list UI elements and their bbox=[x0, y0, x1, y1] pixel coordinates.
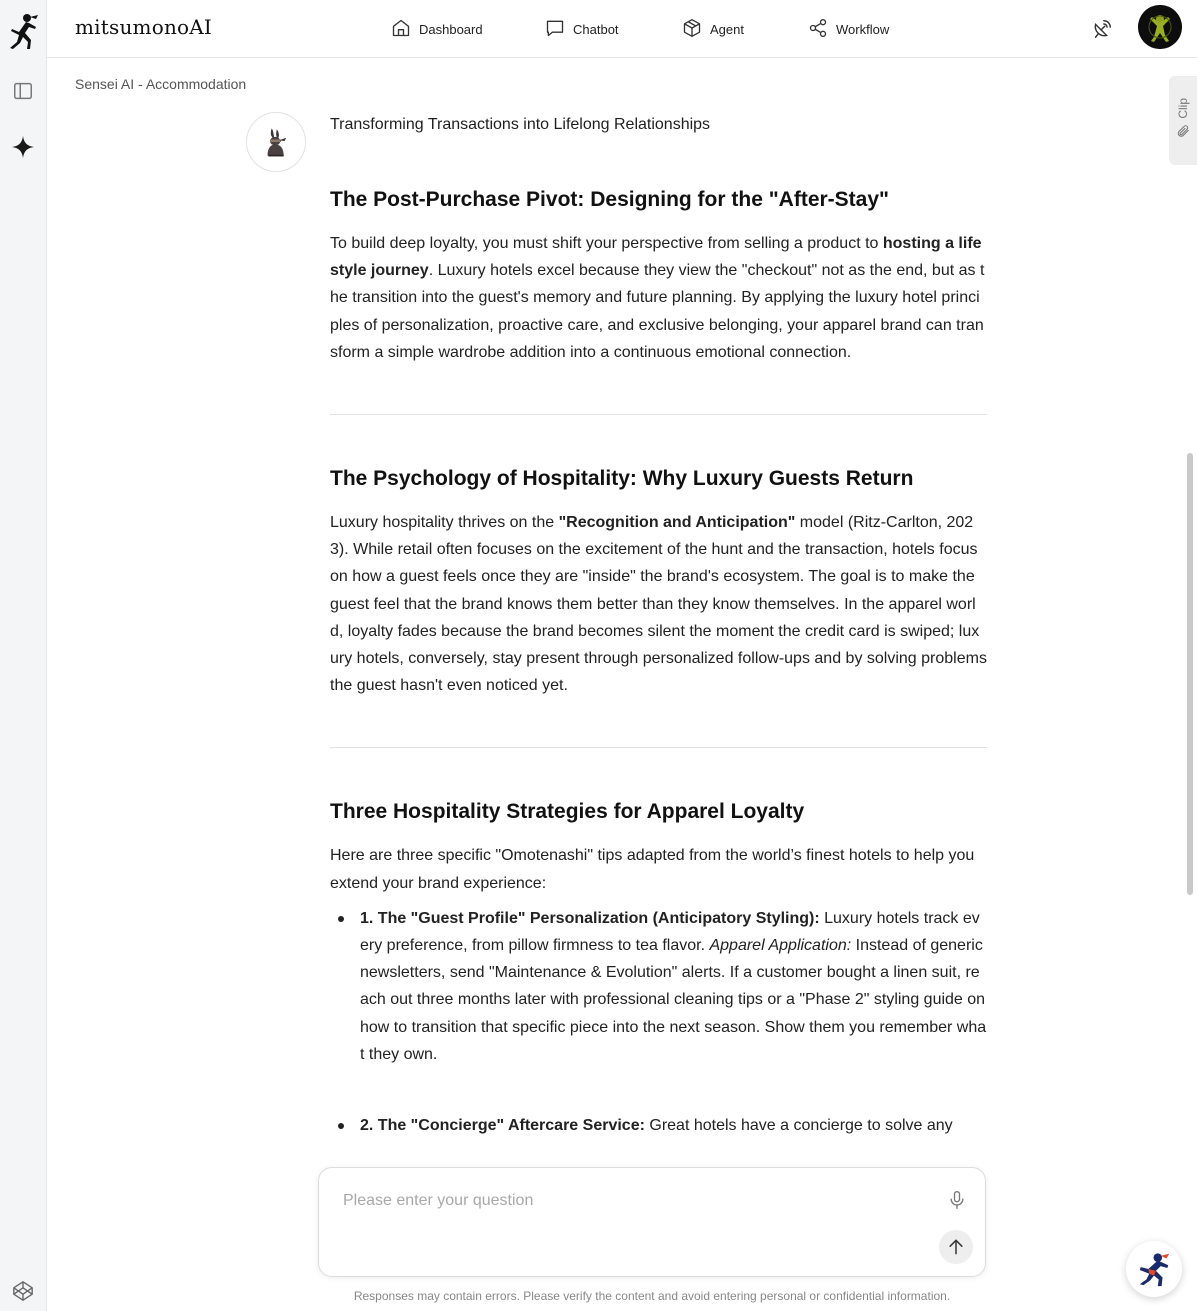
bot-avatar bbox=[246, 112, 306, 172]
ninja-mascot-icon bbox=[1135, 1250, 1173, 1288]
user-avatar[interactable] bbox=[1138, 5, 1182, 49]
section-paragraph bbox=[330, 509, 987, 699]
nav-label: Dashboard bbox=[419, 21, 483, 37]
scrollbar-thumb[interactable] bbox=[1187, 453, 1193, 895]
nav-dashboard[interactable] bbox=[391, 0, 483, 58]
divider bbox=[330, 414, 987, 415]
left-rail bbox=[0, 0, 47, 1311]
paragraph-text: To build deep loyalty, you must shift your perspective from selling a product to bbox=[330, 235, 883, 252]
arrow-up-icon bbox=[946, 1237, 966, 1257]
disclaimer-text: Responses may contain errors. Please verify the content and avoid entering personal or confidential information. bbox=[353, 1289, 951, 1303]
clip-label: Clip bbox=[1176, 97, 1190, 119]
section-heading: The Psychology of Hospitality: Why Luxury Guests Return bbox=[330, 467, 914, 491]
list-item bbox=[330, 905, 987, 1068]
tip-text: Instead of generic newsletters, send "Maintenance & Evolution" alerts. If a customer bought a linen suit, reach out three months later with professional cleaning tips or a "Phase 2" styling guide on how to transition that specific piece into the next season. Show them you remember what they own. bbox=[360, 937, 987, 1063]
satellite-dish-icon[interactable] bbox=[1089, 16, 1115, 42]
nav-label: Chatbot bbox=[573, 21, 619, 37]
sparkle-icon[interactable] bbox=[10, 134, 36, 160]
paragraph-text: . Luxury hotels excel because they view the "checkout" not as the end, but as the transition into the guest's memory and future planning. By applying the luxury hotel principles of personalization, proactive care, and exclusive belonging, your apparel brand can transform a simple wardrobe addition into a continuous emotional connection. bbox=[330, 262, 985, 361]
assistant-fab[interactable] bbox=[1126, 1241, 1182, 1297]
tip-title: 1. The "Guest Profile" Personalization (Anticipatory Styling): bbox=[360, 909, 820, 927]
clip-tab[interactable] bbox=[1169, 76, 1197, 165]
tips-list bbox=[330, 905, 987, 1139]
microphone-icon[interactable] bbox=[945, 1188, 969, 1212]
chat-bubble-icon bbox=[545, 18, 565, 41]
tip-italic: Apparel Application: bbox=[709, 937, 852, 955]
ninja-rabbit-icon bbox=[259, 125, 293, 159]
paperclip-icon bbox=[1176, 124, 1190, 143]
list-item bbox=[330, 1112, 987, 1139]
section-paragraph: Here are three specific "Omotenashi" tips adapted from the world’s finest hotels to help you extend your brand experience: bbox=[330, 847, 975, 892]
nav-label: Workflow bbox=[836, 21, 890, 37]
sidebar-toggle-icon[interactable] bbox=[10, 78, 36, 104]
message-intro: Transforming Transactions into Lifelong Relationships bbox=[330, 116, 711, 133]
section-heading: The Post-Purchase Pivot: Designing for the "After-Stay" bbox=[330, 188, 889, 211]
paragraph-bold: hosting a lifestyle journey bbox=[330, 235, 982, 280]
paragraph-bold: "Recognition and Anticipation" bbox=[558, 514, 796, 532]
tip-text: Luxury hotels track every preference, from pillow firmness to tea flavor. bbox=[360, 909, 980, 955]
section-heading: Three Hospitality Strategies for Apparel Loyalty bbox=[330, 800, 805, 824]
brand-name: mitsumonoAI bbox=[75, 15, 213, 39]
top-header bbox=[47, 0, 1197, 58]
paragraph-text: model (Ritz-Carlton, 2023). While retail often focuses on the excitement of the hunt and the transaction, hotels focus on how a guest feels once they are "inside" the brand's ecosystem. The goal is to make the guest feel that the brand knows them better than they know themselves. In the apparel world, loyalty fades because the brand becomes silent the moment the credit card is swiped; luxury hotels, conversely, stay present through personalized follow-ups and by solving problems the guest hasn't even noticed yet. bbox=[330, 514, 987, 695]
send-button[interactable] bbox=[939, 1230, 973, 1264]
question-input[interactable] bbox=[343, 1188, 923, 1214]
nav-chatbot[interactable] bbox=[545, 0, 619, 58]
section-paragraph bbox=[330, 230, 987, 366]
paragraph-text: Luxury hospitality thrives on the bbox=[330, 514, 559, 532]
tip-text: Great hotels have a concierge to solve any bbox=[644, 1117, 953, 1135]
tip-title: 2. The "Concierge" Aftercare Service: bbox=[360, 1117, 645, 1135]
nav-label: Agent bbox=[710, 21, 744, 37]
codepen-cube-icon[interactable] bbox=[10, 1278, 36, 1304]
chat-message bbox=[330, 112, 987, 1139]
ninja-logo-icon[interactable] bbox=[5, 12, 41, 50]
cube-icon bbox=[682, 18, 702, 41]
nav-workflow[interactable] bbox=[808, 0, 889, 58]
nav-agent[interactable] bbox=[682, 0, 744, 58]
breadcrumb[interactable]: Sensei AI - Accommodation bbox=[75, 76, 247, 92]
home-icon bbox=[391, 18, 411, 41]
chat-input-card bbox=[318, 1167, 986, 1277]
share-nodes-icon bbox=[808, 18, 828, 41]
divider bbox=[330, 747, 987, 748]
